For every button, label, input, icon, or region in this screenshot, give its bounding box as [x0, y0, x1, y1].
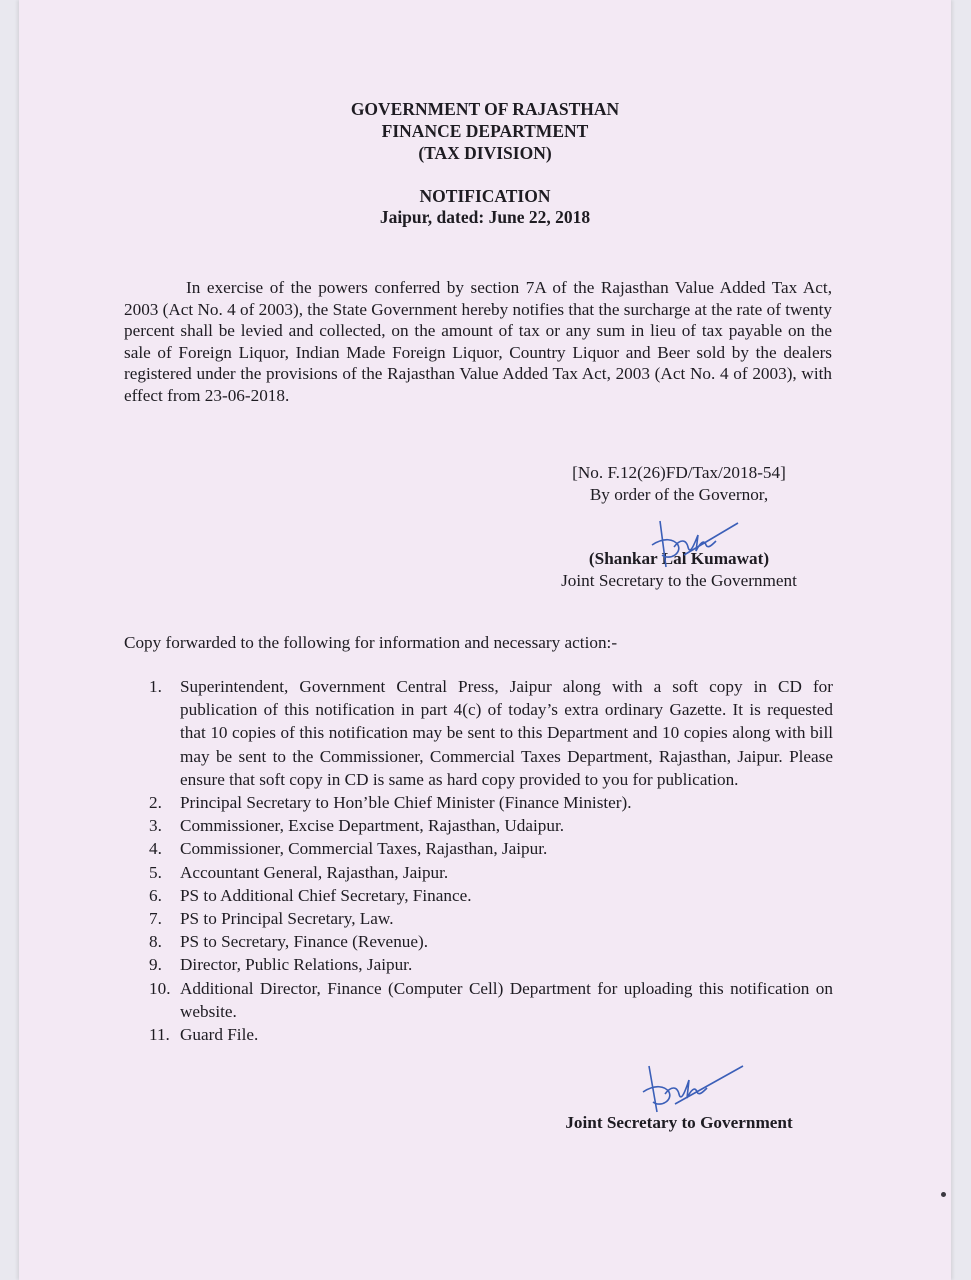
signature-mark [644, 515, 744, 575]
body-paragraph [124, 277, 832, 407]
header-division: (TAX DIVISION) [418, 143, 552, 163]
list-item-text: Director, Public Relations, Jaipur. [180, 955, 413, 975]
distribution-list [149, 675, 833, 1046]
list-item [149, 1023, 833, 1046]
list-item [149, 953, 833, 976]
list-item-number: 6. [149, 885, 162, 905]
list-item-number: 4. [149, 839, 162, 859]
list-item [149, 861, 833, 884]
list-item-number: 10. [149, 978, 171, 998]
list-item-text: Principal Secretary to Hon’ble Chief Minister (Finance Minister). [180, 793, 632, 813]
reference-number: [No. F.12(26)FD/Tax/2018-54] [572, 463, 786, 482]
copy-forwarded-intro: Copy forwarded to the following for information and necessary action:- [124, 633, 618, 652]
list-item-number: 7. [149, 909, 162, 929]
list-item-number: 11. [149, 1025, 170, 1045]
document-page [19, 0, 951, 1280]
list-item-number: 5. [149, 862, 162, 882]
list-item-text: Commissioner, Commercial Taxes, Rajasthan, Jaipur. [180, 839, 548, 859]
list-item-number: 3. [149, 816, 162, 836]
list-item-number: 1. [149, 677, 162, 696]
body-paragraph-text: In exercise of the powers conferred by section 7A of the Rajasthan Value Added Tax Act, 2003 (Act No. 4 of 2003), the State Government hereby notifies that the surcharge at the rate of twenty percent shall be levied and collected, on the amount of tax or any sum in lieu of tax payable on the sale of Foreign Liquor, Indian Made Foreign Liquor, Country Liquor and Beer sold by the dealers registered under the provisions of the Rajasthan Value Added Tax Act, 2003 (Act No. 4 of 2003), with effect from 23-06-2018. [124, 278, 832, 405]
list-item-number: 2. [149, 793, 162, 813]
notification-place-date: Jaipur, dated: June 22, 2018 [379, 207, 591, 227]
header-government: GOVERNMENT OF RAJASTHAN [350, 99, 620, 119]
list-item-text: PS to Additional Chief Secretary, Finance. [180, 885, 472, 905]
footer-designation: Joint Secretary to Government [565, 1113, 793, 1132]
list-item [149, 814, 833, 837]
scan-speck [941, 1192, 946, 1197]
list-item [149, 675, 833, 791]
list-item [149, 791, 833, 814]
list-item-text: Additional Director, Finance (Computer Cell) Department for uploading this notification on website. [180, 978, 833, 1021]
signatory-designation: Joint Secretary to the Government [561, 571, 797, 590]
list-item [149, 930, 833, 953]
notification-title: NOTIFICATION [419, 186, 551, 206]
list-item-text: Accountant General, Rajasthan, Jaipur. [180, 862, 449, 882]
list-item [149, 837, 833, 860]
by-order-line: By order of the Governor, [589, 485, 769, 504]
list-item-number: 8. [149, 932, 162, 952]
list-item [149, 977, 833, 1023]
list-item-text: Superintendent, Government Central Press, Jaipur along with a soft copy in CD for publication of this notification in part 4(c) of today’s extra ordinary Gazette. It is requested that 10 copies of this notification may be sent to this Department and 10 copies along with bill may be sent to the Commissioner, Commercial Taxes Department, Rajasthan, Jaipur. Please ensure that soft copy in CD is same as hard copy provided to you for publication. [180, 677, 833, 789]
list-item [149, 884, 833, 907]
list-item-text: Commissioner, Excise Department, Rajasthan, Udaipur. [180, 816, 565, 836]
list-item-text: PS to Principal Secretary, Law. [180, 909, 394, 929]
signatory-name: (Shankar Lal Kumawat) [588, 549, 770, 568]
header-department: FINANCE DEPARTMENT [381, 121, 589, 141]
list-item-text: PS to Secretary, Finance (Revenue). [180, 932, 429, 952]
list-item [149, 907, 833, 930]
list-item-number: 9. [149, 955, 162, 975]
list-item-text: Guard File. [180, 1025, 259, 1045]
